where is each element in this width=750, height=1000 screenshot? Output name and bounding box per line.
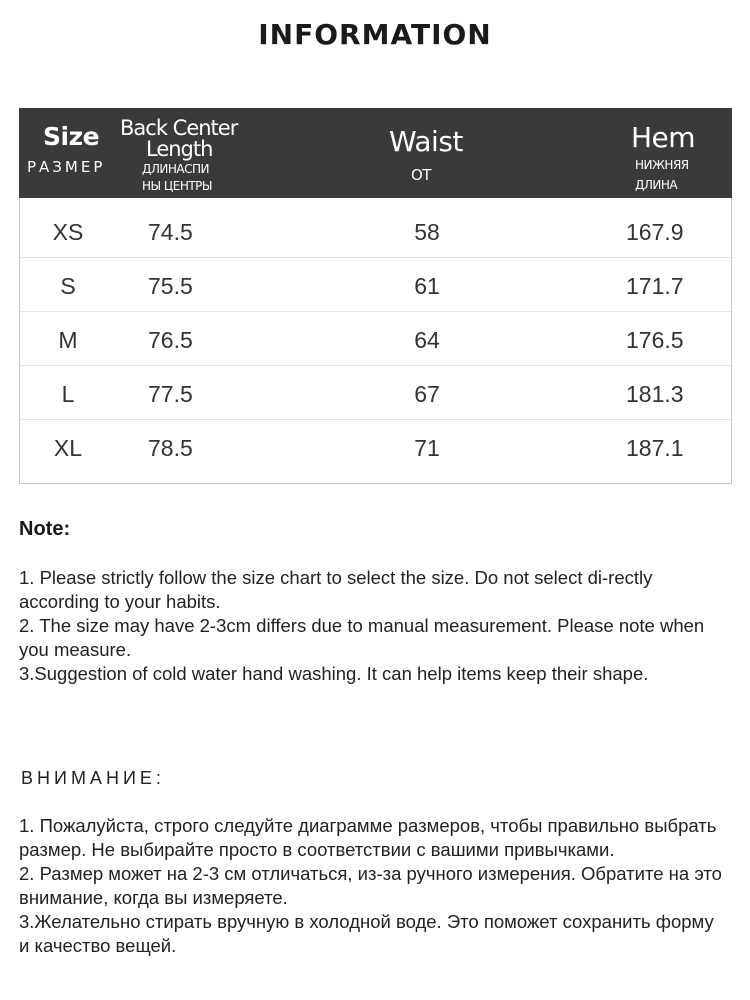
cell-back-length: 78.5 [148,435,193,461]
header-hem-sublabel-line2: ДЛИНА [635,178,678,192]
cell-hem: 176.5 [626,327,684,353]
cell-hem: 181.3 [626,381,684,407]
cell-hem: 167.9 [626,219,684,245]
cell-size: S [60,273,76,299]
note-list [19,566,719,686]
cell-size: L [61,381,75,407]
note-item: 2. The size may have 2-3cm differs due to manual measurement. Please note when you measure. [19,615,705,660]
table-row [20,312,731,366]
header-size-sublabel: РАЗМЕР [27,158,106,176]
cell-hem: 171.7 [626,273,684,299]
cell-back-length: 74.5 [148,219,193,245]
table-row [20,366,731,420]
header-size [27,122,106,176]
note-heading: Note: [19,518,71,540]
ru-note-item: 1. Пожалуйста, строго следуйте диаграмме размеров, чтобы правильно выбрать размер. Не выбирайте просто в соответствии с вашими привычками. [19,815,717,860]
ru-note-item: 3.Желательно стирать вручную в холодной воде. Это поможет сохранить форму и качество вещей. [19,911,714,956]
header-hem-label: Hem [631,121,696,154]
note-item: 1. Please strictly follow the size chart to select the size. Do not select di-rectly according to your habits. [19,567,653,612]
ru-note-heading: ВНИМАНИЕ: [21,768,165,788]
header-back-sublabel-line1: ДЛИНАСПИ [142,162,209,176]
header-size-label: Size [43,122,100,151]
cell-size: M [58,327,78,353]
cell-waist: 61 [414,273,440,299]
header-hem-sublabel-line1: НИЖНЯЯ [635,158,689,172]
cell-waist: 64 [414,327,440,353]
header-hem [631,121,696,192]
header-back-sublabel-line2: НЫ ЦЕНТРЫ [142,179,213,193]
table-header [19,108,732,198]
cell-back-length: 77.5 [148,381,193,407]
header-waist-sublabel: ОТ [411,166,431,184]
header-back-label-line2: Length [146,137,213,161]
size-table [19,108,732,484]
ru-note-list [19,814,729,958]
header-back-label-line1: Back Center [120,116,238,140]
cell-waist: 58 [414,219,440,245]
page-title: INFORMATION [258,18,492,51]
table-row [20,258,731,312]
header-waist [389,125,463,184]
header-back-center-length [120,118,237,193]
cell-hem: 187.1 [626,435,684,461]
cell-size: XL [53,435,83,461]
header-waist-label: Waist [389,125,463,158]
cell-back-length: 75.5 [148,273,193,299]
cell-size: XS [52,219,84,245]
note-item: 3.Suggestion of cold water hand washing. It can help items keep their shape. [19,663,649,684]
ru-note-item: 2. Размер может на 2-3 см отличаться, из-за ручного измерения. Обратите на это внимание, когда вы измеряете. [19,863,722,908]
cell-waist: 67 [414,381,440,407]
table-row [20,420,731,474]
table-row [20,204,731,258]
cell-back-length: 76.5 [148,327,193,353]
cell-waist: 71 [414,435,440,461]
table-body [20,204,731,474]
